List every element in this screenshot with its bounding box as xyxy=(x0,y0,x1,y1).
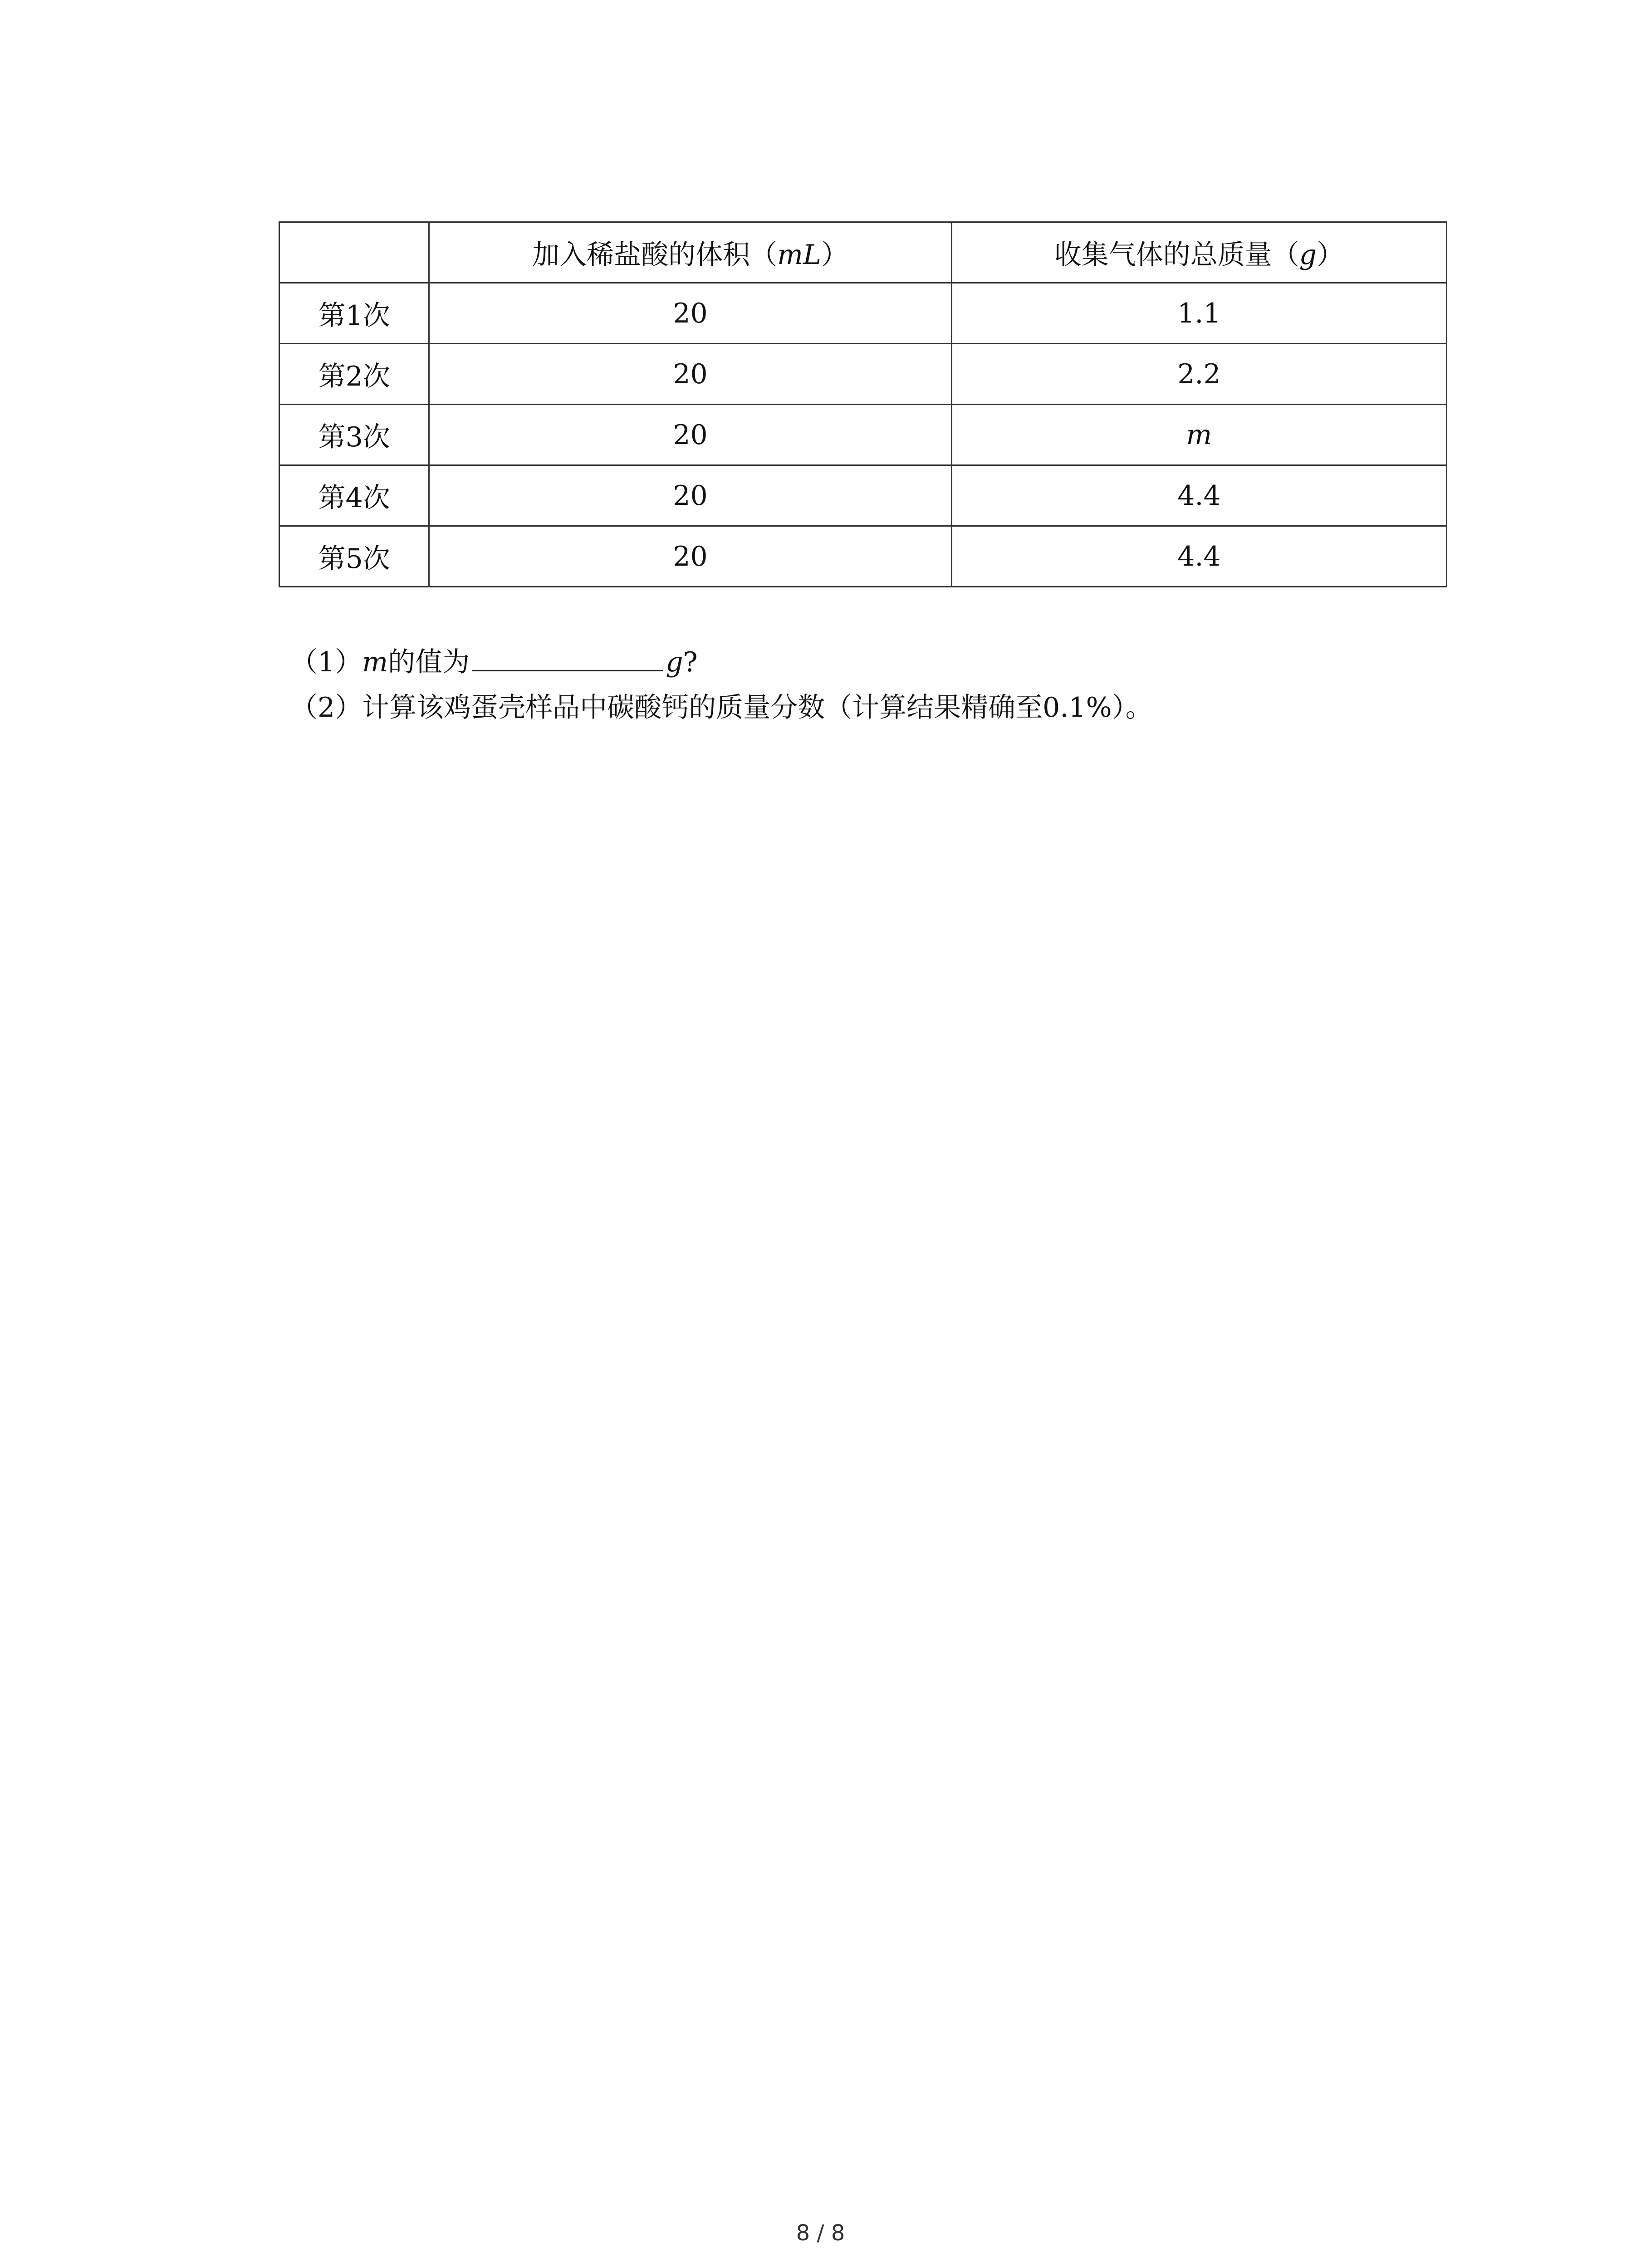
volume-header-cell xyxy=(429,222,951,283)
question-1-end: ? xyxy=(683,646,698,678)
table-row xyxy=(279,283,1447,344)
volume-header-label: 加入稀盐酸的体积（ xyxy=(532,239,778,271)
question-1 xyxy=(290,640,1153,685)
volume-cell: 20 xyxy=(429,405,951,465)
mass-header-close: ） xyxy=(1317,239,1344,271)
volume-cell: 20 xyxy=(429,465,951,526)
row-label-cell: 第1次 xyxy=(279,283,429,344)
volume-cell: 20 xyxy=(429,526,951,587)
question-1-text: 的值为 xyxy=(388,646,470,678)
question-2: （2）计算该鸡蛋壳样品中碳酸钙的质量分数（计算结果精确至0.1%）。 xyxy=(290,692,1153,723)
table-row xyxy=(279,526,1447,587)
experiment-data-table xyxy=(279,221,1447,587)
volume-cell: 20 xyxy=(429,344,951,405)
mass-cell: m xyxy=(951,405,1446,465)
table-row xyxy=(279,405,1447,465)
row-label-cell: 第3次 xyxy=(279,405,429,465)
question-1-number: （1） xyxy=(290,646,362,678)
table-row xyxy=(279,465,1447,526)
volume-cell: 20 xyxy=(429,283,951,344)
answer-blank[interactable] xyxy=(472,643,663,671)
page-number: 8 / 8 xyxy=(796,2220,845,2246)
row-label-cell: 第4次 xyxy=(279,465,429,526)
question-1-unit: g xyxy=(666,646,683,678)
row-label-cell: 第5次 xyxy=(279,526,429,587)
question-1-variable: m xyxy=(362,646,388,678)
table-header-row xyxy=(279,222,1447,283)
mass-cell: 1.1 xyxy=(951,283,1446,344)
mass-unit: g xyxy=(1299,239,1317,271)
row-label-cell: 第2次 xyxy=(279,344,429,405)
mass-header-label: 收集气体的总质量（ xyxy=(1054,239,1299,271)
volume-header-close: ） xyxy=(821,239,848,271)
mass-header-cell xyxy=(951,222,1446,283)
mass-cell: 4.4 xyxy=(951,526,1446,587)
volume-unit: mL xyxy=(777,239,821,271)
mass-cell: 2.2 xyxy=(951,344,1446,405)
table-row xyxy=(279,344,1447,405)
question-block xyxy=(290,640,1153,730)
table-corner-cell xyxy=(279,222,429,283)
mass-cell: 4.4 xyxy=(951,465,1446,526)
